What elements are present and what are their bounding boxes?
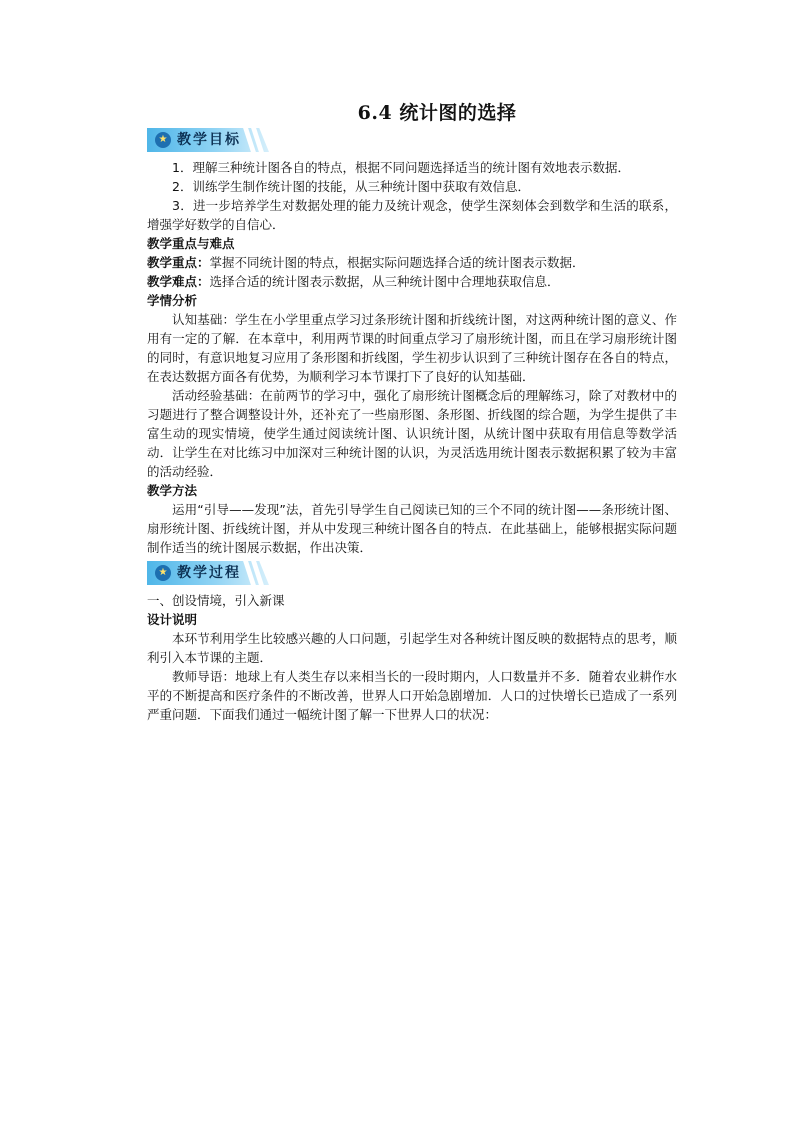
objectives-banner-label: 教学目标 [177, 131, 241, 148]
difficulty-label: 教学难点： [147, 274, 210, 289]
analysis-paragraph: 活动经验基础：在前两节的学习中，强化了扇形统计图概念后的理解练习，除了对教材中的习题进行了整合调整设计外，还补充了一些扇形图、条形图、折线图的综合题，为学生提供了丰富生动的现实情境，使学生通过阅读统计图、认识统计图，从统计图中获取有用信息等数学活动．让学生在对比练习中加深对三种统计图的认识，为灵活选用统计图表示数据积累了较为丰富的活动经验． [147, 388, 677, 479]
analysis-heading: 学情分析 [147, 293, 198, 308]
objective-item: 1．理解三种统计图各自的特点，根据不同问题选择适当的统计图有效地表示数据． [172, 160, 630, 175]
teacher-paragraph: 教师导语：地球上有人类生存以来相当长的一段时期内，人口数量并不多．随着农业耕作水平的不断提高和医疗条件的不断改善，世界人口开始急剧增加．人口的过快增长已造成了一系列严重问题．下面我们通过一幅统计图了解一下世界人口的状况： [147, 669, 677, 722]
method-paragraph: 运用“引导——发现”法，首先引导学生自己阅读已知的三个不同的统计图——条形统计图、扇形统计图、折线统计图，并从中发现三种统计图各自的特点．在此基础上，能够根据实际问题制作适当的统计图展示数据，作出决策． [147, 502, 677, 555]
difficulty-point [147, 272, 677, 291]
page-title: 6.4 统计图的选择 [357, 102, 517, 124]
key-point-label: 教学重点： [147, 255, 210, 270]
key-difficulty-heading: 教学重点与难点 [147, 236, 235, 251]
key-point-text: 掌握不同统计图的特点，根据实际问题选择合适的统计图表示数据． [209, 255, 585, 270]
objective-item: 2．训练学生制作统计图的技能，从三种统计图中获取有效信息． [172, 179, 530, 194]
key-point [147, 253, 677, 272]
difficulty-text: 选择合适的统计图表示数据，从三种统计图中合理地获取信息． [209, 274, 560, 289]
analysis-paragraph: 认知基础：学生在小学里重点学习过条形统计图和折线统计图，对这两种统计图的意义、作用有一定的了解．在本章中，利用两节课的时间重点学习了扇形统计图，而且在学习扇形统计图的同时，有意识地复习应用了条形图和折线图，学生初步认识到了三种统计图存在各自的特点，在表达数据方面各有优势，为顺利学习本节课打下了良好的认知基础． [147, 312, 677, 384]
process-banner [147, 561, 269, 585]
method-heading: 教学方法 [147, 483, 198, 498]
step-heading: 一、创设情境，引入新课 [147, 593, 285, 608]
process-banner-label: 教学过程 [177, 564, 241, 581]
design-paragraph: 本环节利用学生比较感兴趣的人口问题，引起学生对各种统计图反映的数据特点的思考，顺利引入本节课的主题． [147, 631, 677, 665]
objectives-banner [147, 128, 269, 152]
lesson-content [147, 124, 677, 724]
design-heading: 设计说明 [147, 612, 198, 627]
objective-item: 3．进一步培养学生对数据处理的能力及统计观念，使学生深刻体会到数学和生活的联系，增强学好数学的自信心． [147, 198, 677, 232]
trophy-icon: ★ [155, 565, 171, 581]
trophy-icon: ★ [155, 132, 171, 148]
